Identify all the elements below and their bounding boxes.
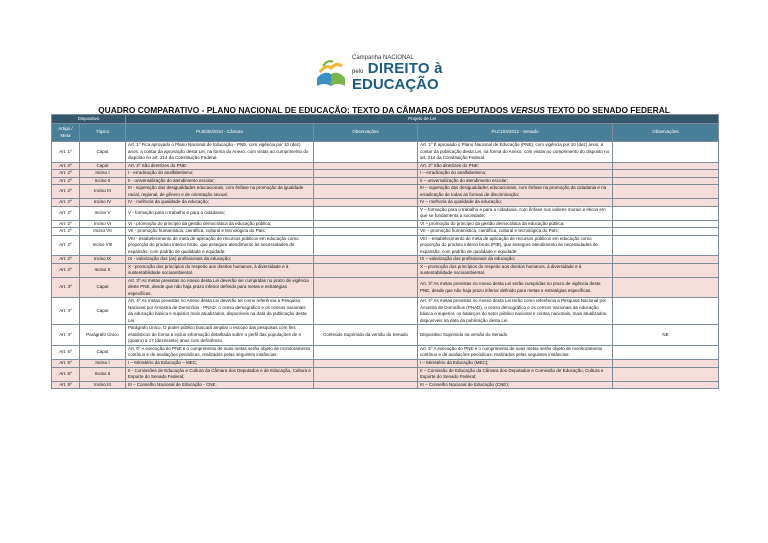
- table-row: [52, 325, 719, 346]
- cell-observacoes-1: [314, 206, 418, 220]
- table-row: [52, 367, 719, 381]
- cell-senado: IX – valorização dos profissionais da educação;: [418, 256, 613, 264]
- cell-topico: Inciso III: [80, 185, 126, 199]
- cell-observacoes-2: [613, 170, 719, 178]
- cell-observacoes-2: [613, 256, 719, 264]
- cell-observacoes-2: [613, 185, 719, 199]
- table-row: [52, 345, 719, 359]
- cell-camara: IV - melhoria da qualidade da educação;: [126, 199, 314, 207]
- table-row: [52, 220, 719, 228]
- cell-observacoes-2: NE: [613, 325, 719, 346]
- cell-artigo: Art. 2º: [52, 206, 80, 220]
- cell-observacoes-1: [314, 298, 418, 325]
- comparison-table: [51, 114, 719, 389]
- cell-topico: Inciso X: [80, 263, 126, 277]
- table-row: [52, 235, 719, 256]
- cell-topico: Inciso V: [80, 206, 126, 220]
- cell-camara: Art. 2º São diretrizes do PNE:: [126, 162, 314, 170]
- cell-observacoes-1: [314, 177, 418, 185]
- cell-observacoes-2: [613, 199, 719, 207]
- cell-senado: X – promoção dos princípios do respeito aos direitos humanos, à diversidade e à sustentabilidade socioambiental.: [418, 263, 613, 277]
- cell-topico: Inciso III: [80, 381, 126, 389]
- cell-observacoes-1: [314, 170, 418, 178]
- cell-camara: II - Comissões de Educação e Cultura da Câmara dos Deputados e de Educação, Cultura e Esporte do Senado Federal;: [126, 367, 314, 381]
- title-versus: VERSUS: [510, 105, 545, 115]
- cell-observacoes-1: [314, 381, 418, 389]
- cell-senado: Art. 1º É aprovado o Plano Nacional de Educação (PNE), com vigência por 10 (dez) anos, a contar da publicação desta Lei, na forma do Anexo, com vistas ao cumprimento do disposto no art. 214 da Constituição Federal.: [418, 142, 613, 163]
- cell-topico: Caput: [80, 277, 126, 298]
- cell-camara: V - formação para o trabalho e para a cidadania;: [126, 206, 314, 220]
- cell-camara: VII - promoção humanística, científica, cultural e tecnológica do País;: [126, 228, 314, 236]
- table-row: [52, 298, 719, 325]
- cell-senado: Art. 3º As metas previstas no Anexo desta Lei serão cumpridas no prazo de vigência deste PNE, desde que não haja prazo inferior definido para metas e estratégias específicas.: [418, 277, 613, 298]
- cell-observacoes-1: [314, 228, 418, 236]
- header-camara: PL8035/2010 - Câmara: [126, 124, 314, 142]
- table-row: [52, 206, 719, 220]
- cell-senado: I – Ministério da Educação (MEC);: [418, 359, 613, 367]
- cell-senado: Dispositivo Suprimido na versão do Senado: [418, 325, 613, 346]
- cell-senado: I – erradicação do analfabetismo;: [418, 170, 613, 178]
- cell-senado: V – formação para o trabalho e para a cidadania, com ênfase nos valores morais e éticos em que se fundamenta a sociedade;: [418, 206, 613, 220]
- cell-senado: VII – promoção humanística, científica, cultural e tecnológica do País;: [418, 228, 613, 236]
- cell-artigo: Art. 2º: [52, 263, 80, 277]
- cell-observacoes-2: [613, 359, 719, 367]
- cell-observacoes-2: [613, 142, 719, 163]
- table-row: [52, 263, 719, 277]
- cell-artigo: Art. 2º: [52, 228, 80, 236]
- header-projeto: Projeto de Lei: [126, 115, 719, 124]
- cell-artigo: Art. 5º: [52, 367, 80, 381]
- cell-camara: Art. 4º As metas previstas no Anexo desta Lei deverão ter como referência a Pesquisa Nacional por Amostra de Domicílios - PNAD, o censo demográfico e os censos nacionais da educação básica e superior mais atualizados, disponíveis na data da publicação desta Lei.: [126, 298, 314, 325]
- cell-observacoes-1: [314, 256, 418, 264]
- book-logo-icon: [314, 56, 348, 90]
- cell-observacoes-1: [314, 185, 418, 199]
- cell-artigo: Art. 4º: [52, 298, 80, 325]
- cell-camara: VIII - estabelecimento de meta de aplicação de recursos públicos em educação como proporção do produto interno bruto, que assegure atendimento às necessidades de expansão, com padrão de qualidade e equidade;: [126, 235, 314, 256]
- cell-senado: III – superação das desigualdades educacionais, com ênfase na promoção da cidadania e na erradicação de todas as formas de discriminação;: [418, 185, 613, 199]
- cell-observacoes-2: [613, 228, 719, 236]
- cell-observacoes-1: [314, 235, 418, 256]
- cell-camara: III – Conselho Nacional de Educação - CNE.: [126, 381, 314, 389]
- table-row: [52, 185, 719, 199]
- header-observacoes-1: Observações: [314, 124, 418, 142]
- cell-senado: Art. 5º A execução do PNE e o cumprimento de suas metas serão objeto de monitoramento contínuo e de avaliações periódicas, realizados pelas seguintes instâncias:: [418, 345, 613, 359]
- cell-artigo: Art. 2º: [52, 199, 80, 207]
- cell-artigo: Art. 2º: [52, 185, 80, 199]
- cell-observacoes-2: [613, 206, 719, 220]
- cell-topico: Inciso II: [80, 367, 126, 381]
- cell-camara: Art. 1º Fica aprovado o Plano Nacional de Educação - PNE, com vigência por 10 (dez) anos, a contar da aprovação desta Lei, na forma do Anexo, com vistas ao cumprimento do disposto no art. 214 da Constituição Federal.: [126, 142, 314, 163]
- cell-camara: Parágrafo Único. O poder público buscará ampliar o escopo das pesquisas com fins estatísticos de forma a incluir informação detalhada sobre o perfil das populações de 4 (quatro) a 17 (dezessete) anos com deficiência.: [126, 325, 314, 346]
- table-row: [52, 256, 719, 264]
- cell-artigo: Art. 2º: [52, 177, 80, 185]
- cell-observacoes-1: [314, 162, 418, 170]
- cell-camara: III - superação das desigualdades educacionais, com ênfase na promoção da igualdade racial, regional, de gênero e de orientação sexual;: [126, 185, 314, 199]
- cell-artigo: Art. 2º: [52, 256, 80, 264]
- title-main: QUADRO COMPARATIVO - PLANO NACIONAL DE EDUCAÇÃO: TEXTO DA CÂMARA DOS DEPUTADOS: [98, 105, 511, 115]
- cell-camara: X - promoção dos princípios do respeito aos direitos humanos, à diversidade e à sustentabilidade socioambiental.: [126, 263, 314, 277]
- logo-line2: DIREITO à: [367, 60, 443, 77]
- cell-topico: Inciso I: [80, 170, 126, 178]
- cell-observacoes-1: [314, 345, 418, 359]
- header-observacoes-2: Observações: [613, 124, 719, 142]
- cell-observacoes-2: [613, 345, 719, 359]
- cell-topico: Caput: [80, 298, 126, 325]
- cell-camara: Art. 3º As metas previstas no Anexo desta Lei deverão ser cumpridas no prazo de vigência deste PNE, desde que não haja prazo inferior definido para metas e estratégias específicas.: [126, 277, 314, 298]
- cell-senado: II – universalização do atendimento escolar;: [418, 177, 613, 185]
- cell-senado: IV – melhoria da qualidade da educação;: [418, 199, 613, 207]
- cell-artigo: Art. 4º: [52, 325, 80, 346]
- cell-observacoes-2: [613, 177, 719, 185]
- cell-camara: I - erradicação do analfabetismo;: [126, 170, 314, 178]
- cell-observacoes-1: [314, 199, 418, 207]
- cell-observacoes-2: [613, 162, 719, 170]
- cell-observacoes-1: [314, 220, 418, 228]
- table-row: [52, 381, 719, 389]
- table-row: [52, 162, 719, 170]
- logo-line1: Campanha NACIONAL: [352, 55, 414, 61]
- cell-topico: Inciso I: [80, 359, 126, 367]
- cell-artigo: Art. 5º: [52, 359, 80, 367]
- cell-camara: I – Ministério da Educação – MEC;: [126, 359, 314, 367]
- campaign-logo: [312, 50, 462, 96]
- table-header: [52, 124, 719, 142]
- cell-observacoes-2: [613, 367, 719, 381]
- cell-camara: Art. 5º A execução do PNE e o cumprimento de suas metas serão objeto de monitoramento contínuo e de avaliações periódicas, realizados pelas seguintes instâncias:: [126, 345, 314, 359]
- cell-artigo: Art. 2º: [52, 170, 80, 178]
- cell-topico: Inciso VII: [80, 228, 126, 236]
- cell-camara: II - universalização do atendimento escolar;: [126, 177, 314, 185]
- cell-observacoes-2: [613, 235, 719, 256]
- table-row: [52, 177, 719, 185]
- cell-camara: VI - promoção do princípio da gestão democrática da educação pública;: [126, 220, 314, 228]
- table-row: [52, 277, 719, 298]
- cell-observacoes-2: [613, 277, 719, 298]
- header-topico: Tópico: [80, 124, 126, 142]
- cell-camara: IX - valorização dos (as) profissionais da educação;: [126, 256, 314, 264]
- cell-topico: Inciso IX: [80, 256, 126, 264]
- cell-artigo: Art. 2º: [52, 235, 80, 256]
- cell-topico: Parágrafo Único: [80, 325, 126, 346]
- header-senado: PLC103/2012 - Senado: [418, 124, 613, 142]
- cell-observacoes-1: [314, 142, 418, 163]
- title-end: TEXTO DO SENADO FEDERAL: [544, 105, 670, 115]
- cell-observacoes-1: Conteúdo Suprimido da versão do Senado: [314, 325, 418, 346]
- cell-observacoes-1: [314, 263, 418, 277]
- cell-topico: Inciso II: [80, 177, 126, 185]
- cell-artigo: Art. 2º: [52, 162, 80, 170]
- cell-observacoes-2: [613, 381, 719, 389]
- cell-observacoes-1: [314, 277, 418, 298]
- cell-artigo: Art. 5º: [52, 381, 80, 389]
- logo-line3: EDUCAÇÃO: [352, 76, 439, 93]
- table-row: [52, 199, 719, 207]
- cell-topico: Caput: [80, 162, 126, 170]
- cell-observacoes-1: [314, 359, 418, 367]
- cell-topico: Inciso IV: [80, 199, 126, 207]
- cell-senado: VIII – estabelecimento de meta de aplicação de recursos públicos em educação como proporção do produto interno bruto (PIB), que assegure atendimento às necessidades de expansão, com padrão de qualidade e equidade;: [418, 235, 613, 256]
- cell-senado: VI – promoção do princípio da gestão democrática da educação pública;: [418, 220, 613, 228]
- cell-artigo: Art. 2º: [52, 220, 80, 228]
- table-body: [52, 142, 719, 389]
- cell-artigo: Art. 5º: [52, 345, 80, 359]
- cell-observacoes-2: [613, 263, 719, 277]
- table-row: [52, 359, 719, 367]
- header-artigo-meta: Artigo / Meta: [52, 124, 80, 142]
- cell-artigo: Art. 3º: [52, 277, 80, 298]
- cell-observacoes-1: [314, 367, 418, 381]
- cell-senado: II – Comissão de Educação da Câmara dos Deputados e Comissão de Educação, Cultura e Esporte do Senado Federal;: [418, 367, 613, 381]
- header-dispositivo: Dispositivo: [52, 115, 126, 124]
- cell-observacoes-2: [613, 298, 719, 325]
- cell-topico: Inciso VIII: [80, 235, 126, 256]
- logo-line2-prefix: pelo: [352, 69, 364, 75]
- cell-senado: III – Conselho Nacional de Educação (CNE);: [418, 381, 613, 389]
- cell-topico: Caput: [80, 142, 126, 163]
- table-row: [52, 142, 719, 163]
- cell-topico: Caput: [80, 345, 126, 359]
- cell-observacoes-2: [613, 220, 719, 228]
- cell-senado: Art. 2º São diretrizes do PNE:: [418, 162, 613, 170]
- table-row: [52, 170, 719, 178]
- cell-senado: Art. 4º As metas previstas no Anexo desta Lei terão como referência a Pesquisa Nacional por Amostra de Domicílios (PNAD), o censo demográfico e os censos nacionais da educação básica e superior, os balanços do setor público nacional e contas nacionais, mais atualizados, disponíveis na data da publicação desta Lei.: [418, 298, 613, 325]
- cell-artigo: Art. 1º: [52, 142, 80, 163]
- table-row: [52, 228, 719, 236]
- table-header-group: [52, 115, 719, 124]
- cell-topico: Inciso VI: [80, 220, 126, 228]
